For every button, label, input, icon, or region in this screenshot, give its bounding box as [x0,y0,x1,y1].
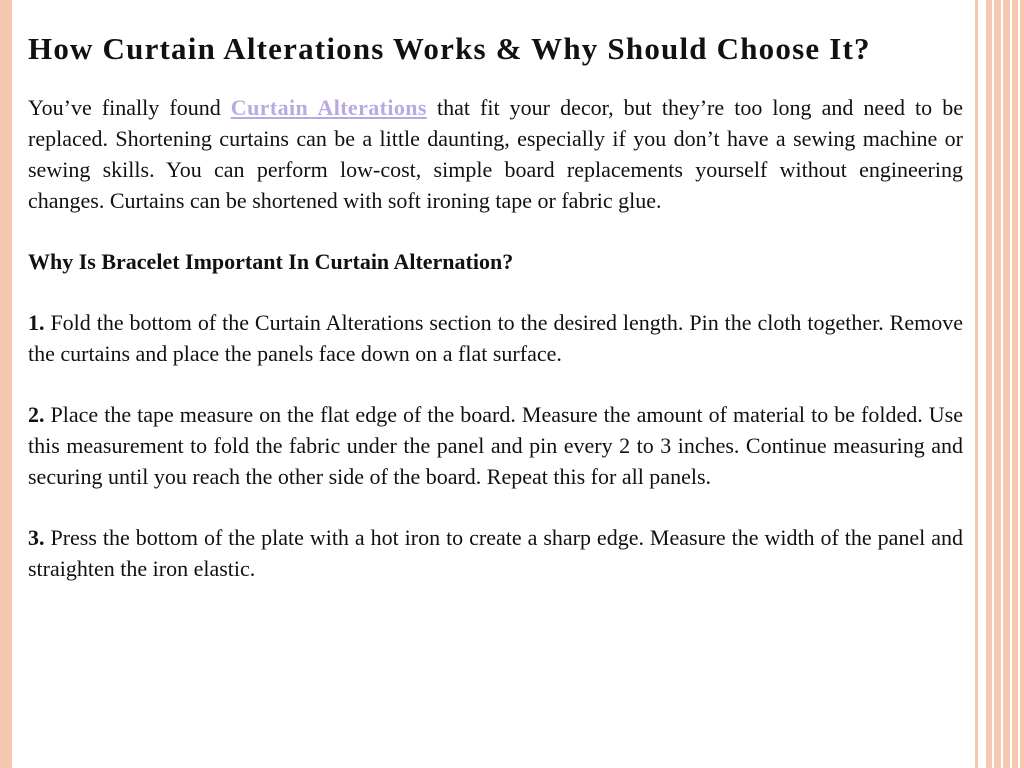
right-border-line [1010,0,1012,768]
step-item [28,307,963,369]
right-border-line [1001,0,1003,768]
curtain-alterations-link[interactable]: Curtain Alterations [230,95,427,120]
slide-content [28,28,963,614]
step-text: Place the tape measure on the flat edge of the board. Measure the amount of material to be folded. Use this measurement to fold the fabric under the panel and pin every 2 to 3 inches. Continue measuring and securing until you reach the other side of the board. Repeat this for all panels. [28,402,963,489]
right-border-line [992,0,994,768]
intro-text-before: You’ve finally found [28,95,231,120]
left-border-stripe [0,0,12,768]
step-number: 3. [28,525,45,550]
intro-text-after: that fit your decor, but they’re too long and need to be replaced. Shortening curtains can be a little daunting, especially if you don’t have a sewing machine or sewing skills. You can perform low-cost, simple board replacements yourself without engineering changes. Curtains can be shortened with soft ironing tape or fabric glue. [28,95,963,213]
step-number: 1. [28,310,45,335]
step-item [28,522,963,584]
step-item [28,399,963,492]
section-heading: Why Is Bracelet Important In Curtain Alternation? [28,249,514,274]
step-number: 2. [28,402,45,427]
step-text: Fold the bottom of the Curtain Alterations section to the desired length. Pin the cloth together. Remove the curtains and place the panels face down on a flat surface. [28,310,963,366]
step-text: Press the bottom of the plate with a hot iron to create a sharp edge. Measure the width of the panel and straighten the iron elastic. [28,525,963,581]
intro-paragraph [28,92,963,216]
right-border-stripe [975,0,978,768]
page-title: How Curtain Alterations Works & Why Should Choose It? [28,31,871,66]
right-border-line [1018,0,1020,768]
